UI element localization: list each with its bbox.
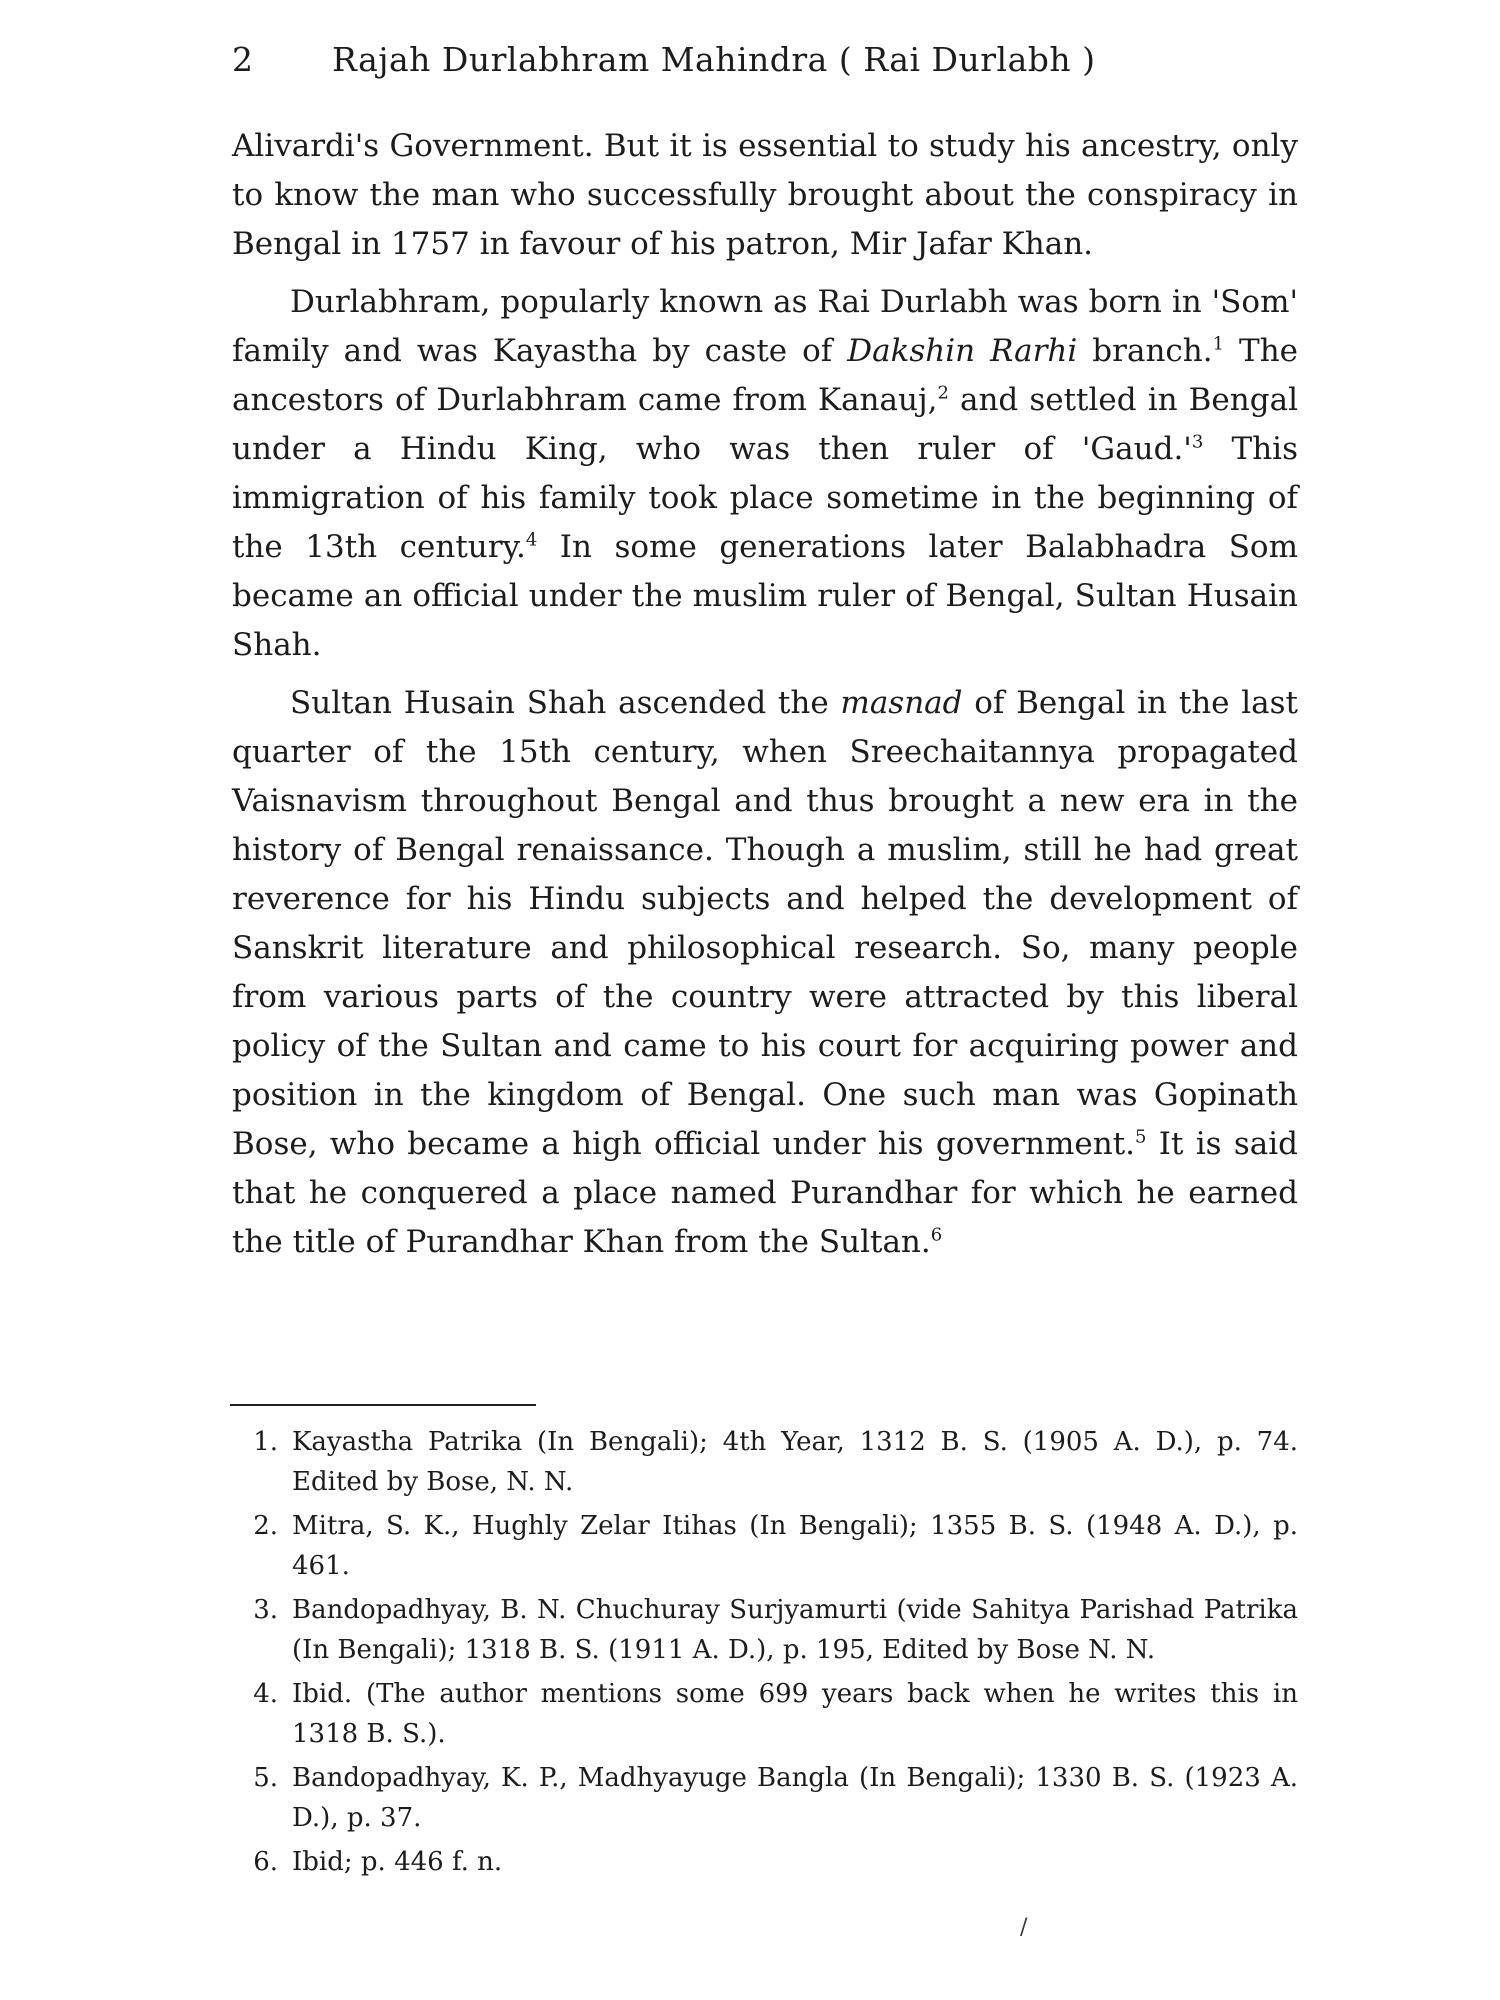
paragraph-2	[232, 278, 1298, 670]
paragraph-3	[232, 679, 1298, 1267]
footnote-text: Ibid; p. 446 f. n.	[292, 1847, 503, 1877]
footnote-number: 6.	[253, 1847, 278, 1877]
footnote-number: 2.	[253, 1511, 278, 1541]
paragraph-1	[232, 122, 1298, 269]
footnote-divider	[230, 1404, 536, 1406]
page-number: 2	[232, 40, 254, 79]
paragraph-2-text-2: branch.	[1077, 333, 1213, 369]
footnote-text: Bandopadhyay, B. N. Chuchuray Surjyamurti (vide Sahitya Parishad Patrika (In Bengali); 1318 B. S. (1911 A. D.), p. 195, Edited by Bose N. N.	[292, 1595, 1298, 1665]
footnote-text: Kayastha Patrika (In Bengali); 4th Year, 1312 B. S. (1905 A. D.), p. 74. Edited by Bose, N. N.	[292, 1427, 1298, 1497]
footnote-ref-5: 5	[1135, 1126, 1147, 1148]
footnote-ref-1: 1	[1212, 333, 1225, 355]
footnote-number: 4.	[253, 1679, 278, 1709]
paragraph-2-text-4: and settled in Bengal under a Hindu King, who was then ruler of 'Gaud.'	[232, 382, 1298, 467]
footnote-text: Mitra, S. K., Hughly Zelar Itihas (In Bengali); 1355 B. S. (1948 A. D.), p. 461.	[292, 1511, 1298, 1581]
page-header	[232, 40, 1282, 90]
body-text	[232, 122, 1298, 1276]
running-title: Rajah Durlabhram Mahindra ( Rai Durlabh )	[332, 40, 1096, 79]
paragraph-2-italic-term: Dakshin Rarhi	[847, 333, 1078, 369]
paragraph-2-text-6: In some generations later Balabhadra Som became an official under the muslim ruler of Bengal, Sultan Husain Shah.	[232, 529, 1298, 663]
paragraph-3-italic-term: masnad	[840, 685, 963, 721]
footnote-number: 1.	[253, 1427, 278, 1457]
footnote-ref-4: 4	[525, 529, 538, 551]
footnote-number: 5.	[253, 1763, 278, 1793]
paragraph-3-text-3: It is said that he conquered a place named Purandhar for which he earned the title of Purandhar Khan from the Sultan.	[232, 1126, 1298, 1260]
footnote-item	[232, 1422, 1298, 1502]
footnote-item	[232, 1758, 1298, 1838]
paragraph-2-text-5: This immigration of his family took place sometime in the beginning of the 13th century.	[232, 431, 1298, 565]
footnote-item	[232, 1674, 1298, 1754]
footnote-item	[232, 1842, 1298, 1882]
paragraph-2-text-1: Durlabhram, popularly known as Rai Durlabh was born in 'Som' family and was Kayastha by caste of	[232, 284, 1298, 369]
paragraph-2-text-3: The ancestors of Durlabhram came from Kanauj,	[232, 333, 1299, 418]
paragraph-3-text-1: Sultan Husain Shah ascended the	[290, 685, 841, 721]
footnote-ref-2: 2	[937, 382, 949, 404]
footnote-ref-6: 6	[930, 1224, 943, 1246]
footnote-text: Ibid. (The author mentions some 699 years back when he writes this in 1318 B. S.).	[292, 1679, 1298, 1749]
footnote-item	[232, 1506, 1298, 1586]
paragraph-3-text-2: of Bengal in the last quarter of the 15th century, when Sreechaitannya propagated Vaisnavism throughout Bengal and thus brought a new era in the history of Bengal renaissance. Though a muslim, still he had great reverence for his Hindu subjects and helped the development of Sanskrit literature and philosophical research. So, many people from various parts of the country were attracted by this liberal policy of the Sultan and came to his court for acquiring power and position in the kingdom of Bengal. One such man was Gopinath Bose, who became a high official under his government.	[232, 685, 1298, 1162]
footnote-number: 3.	[253, 1595, 278, 1625]
footnote-text: Bandopadhyay, K. P., Madhyayuge Bangla (In Bengali); 1330 B. S. (1923 A. D.), p. 37.	[292, 1763, 1298, 1833]
stray-mark: /	[1020, 1915, 1028, 1940]
footnote-item	[232, 1590, 1298, 1670]
footnote-ref-3: 3	[1191, 431, 1204, 453]
paragraph-1-text: Alivardi's Government. But it is essential to study his ancestry, only to know the man who successfully brought about the conspiracy in Bengal in 1757 in favour of his patron, Mir Jafar Khan.	[232, 128, 1298, 262]
footnotes-list	[232, 1422, 1298, 1886]
